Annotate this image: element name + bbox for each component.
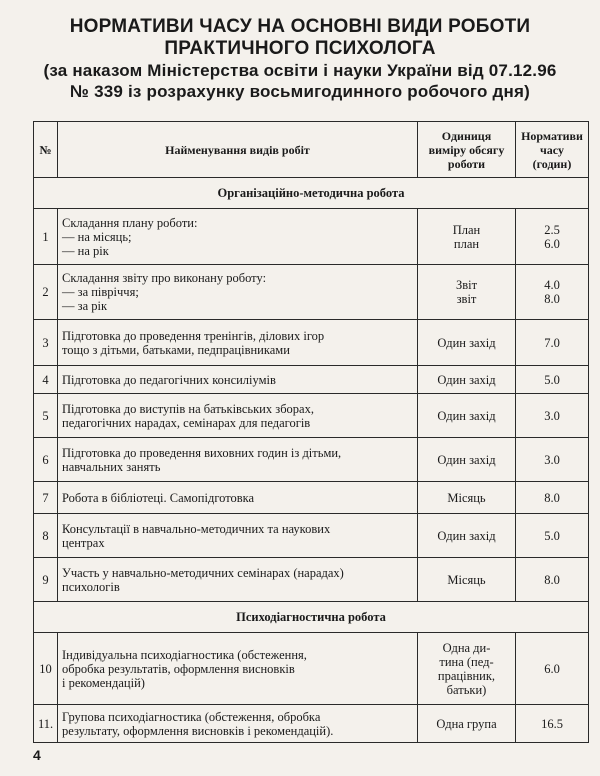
time-norm-value: 7.0 [544,335,560,350]
measure-unit-line: Звіт [455,278,478,292]
work-type-line: тощо з дітьми, батьками, педпрацівниками [62,342,290,357]
work-type [58,633,418,705]
row-number: 10 [34,633,58,705]
time-norm [516,514,589,558]
work-type [58,366,418,394]
work-type [58,320,418,366]
measure-unit [418,320,516,366]
time-norm [516,558,589,602]
work-type [58,265,418,320]
row-number: 4 [34,366,58,394]
work-type-line: Робота в бібліотеці. Самопідготовка [62,490,255,505]
measure-unit [418,514,516,558]
time-norm [516,209,589,265]
work-type-line: Підготовка до проведення виховних годин із дітьми, [62,445,342,460]
work-type-line: Складання плану роботи: [62,215,198,230]
page-number: 4 [33,747,41,763]
time-norm [516,482,589,514]
table-row [34,633,589,705]
work-type-line: психологів [62,579,120,594]
header-num: № [34,122,58,178]
measure-unit [418,265,516,320]
row-number: 2 [34,265,58,320]
work-type [58,482,418,514]
time-norm-value: 8.0 [544,292,560,306]
time-norm [516,438,589,482]
measure-unit [418,633,516,705]
measure-unit-line: План [452,222,481,237]
table-header-row [34,122,589,178]
document-heading [20,16,580,102]
heading-line-1: НОРМАТИВИ ЧАСУ НА ОСНОВНІ ВИДИ РОБОТИ [69,16,531,37]
measure-unit-line: Один захід [437,528,496,543]
header-unit: Одиниця виміру обсягу роботи [418,122,516,178]
measure-unit [418,438,516,482]
table-row [34,705,589,743]
time-norm [516,265,589,320]
time-norm-value: 2.5 [544,222,560,237]
header-name: Найменування видів робіт [58,122,418,178]
work-type-line: — за півріччя; [62,285,139,299]
row-number: 8 [34,514,58,558]
measure-unit-line: працівник, [437,668,496,683]
work-type-line: Консультації в навчально-методичних та наукових [62,521,331,536]
work-type-line: Підготовка до виступів на батьківських зборах, [62,401,314,416]
time-norm-value: 8.0 [544,490,560,505]
table-body [34,178,589,743]
work-type-line: — на рік [62,243,109,258]
heading-line-3: (за наказом Міністерства освіти і науки України від 07.12.96 [43,61,557,80]
work-type [58,394,418,438]
table-row [34,394,589,438]
table-row [34,482,589,514]
measure-unit-line: звіт [456,292,477,306]
time-norm-value: 5.0 [544,372,560,387]
time-norm [516,366,589,394]
measure-unit [418,394,516,438]
work-type [58,514,418,558]
table-row [34,558,589,602]
work-type-line: Складання звіту про виконану роботу: [62,271,267,285]
work-type-line: Участь у навчально-методичних семінарах (нарадах) [62,565,344,580]
measure-unit-line: план [453,236,480,251]
work-type-line: Індивідуальна психодіагностика (обстеження, [62,647,307,662]
measure-unit-line: Місяць [447,490,486,505]
section-title: Організаційно-методична робота [34,178,589,209]
work-type-line: педагогічних нарадах, семінарах для педагогів [62,415,311,430]
time-norm-value: 4.0 [544,278,560,292]
measure-unit-line: Один захід [437,335,496,350]
section-title: Психодіагностична робота [34,602,589,633]
work-type-line: Підготовка до педагогічних консиліумів [62,372,276,387]
measure-unit-line: Один захід [437,372,496,387]
measure-unit [418,705,516,743]
heading-line-4: № 339 із розрахунку восьмигодинного робочого дня) [70,82,530,101]
measure-unit-line: Одна група [436,716,497,731]
measure-unit [418,558,516,602]
work-type-line: обробка результатів, оформлення висновків [62,661,295,676]
table-row [34,320,589,366]
measure-unit-line: батьки) [446,682,487,697]
measure-unit-line: Місяць [447,572,486,587]
time-norm-value: 6.0 [544,236,560,251]
table-row [34,514,589,558]
section-row [34,602,589,633]
time-norm [516,320,589,366]
row-number: 9 [34,558,58,602]
work-type-line: і рекомендацій) [62,675,145,690]
time-norm [516,394,589,438]
work-type [58,558,418,602]
table-row [34,265,589,320]
work-type-line: — за рік [62,299,108,313]
work-type-line: центрах [62,535,105,550]
work-type-line: Підготовка до проведення тренінгів, ділових ігор [62,328,325,343]
time-norm-value: 8.0 [544,572,560,587]
work-type-line: навчальних занять [62,459,161,474]
measure-unit-line: Одна ди- [442,640,491,655]
time-norm [516,633,589,705]
measure-unit [418,209,516,265]
table-row [34,438,589,482]
work-type-line: — на місяць; [62,229,132,244]
table-row [34,209,589,265]
row-number: 1 [34,209,58,265]
row-number: 7 [34,482,58,514]
work-type [58,705,418,743]
time-norm-value: 5.0 [544,528,560,543]
section-row [34,178,589,209]
table-row [34,366,589,394]
row-number: 6 [34,438,58,482]
row-number: 11. [34,705,58,743]
measure-unit-line: тина (пед- [439,654,494,669]
norms-table [33,121,589,743]
time-norm-value: 3.0 [544,452,560,467]
row-number: 3 [34,320,58,366]
time-norm-value: 3.0 [544,408,560,423]
time-norm-value: 6.0 [544,661,560,676]
measure-unit [418,366,516,394]
time-norm-value: 16.5 [541,716,563,731]
header-norm: Нормативи часу (годин) [516,122,589,178]
work-type [58,438,418,482]
measure-unit [418,482,516,514]
time-norm [516,705,589,743]
row-number: 5 [34,394,58,438]
work-type-line: результату, оформлення висновків і рекомендацій). [62,723,334,738]
work-type-line: Групова психодіагностика (обстеження, обробка [62,709,321,724]
heading-line-2: ПРАКТИЧНОГО ПСИХОЛОГА [164,38,436,59]
work-type [58,209,418,265]
measure-unit-line: Один захід [437,452,496,467]
measure-unit-line: Один захід [437,408,496,423]
